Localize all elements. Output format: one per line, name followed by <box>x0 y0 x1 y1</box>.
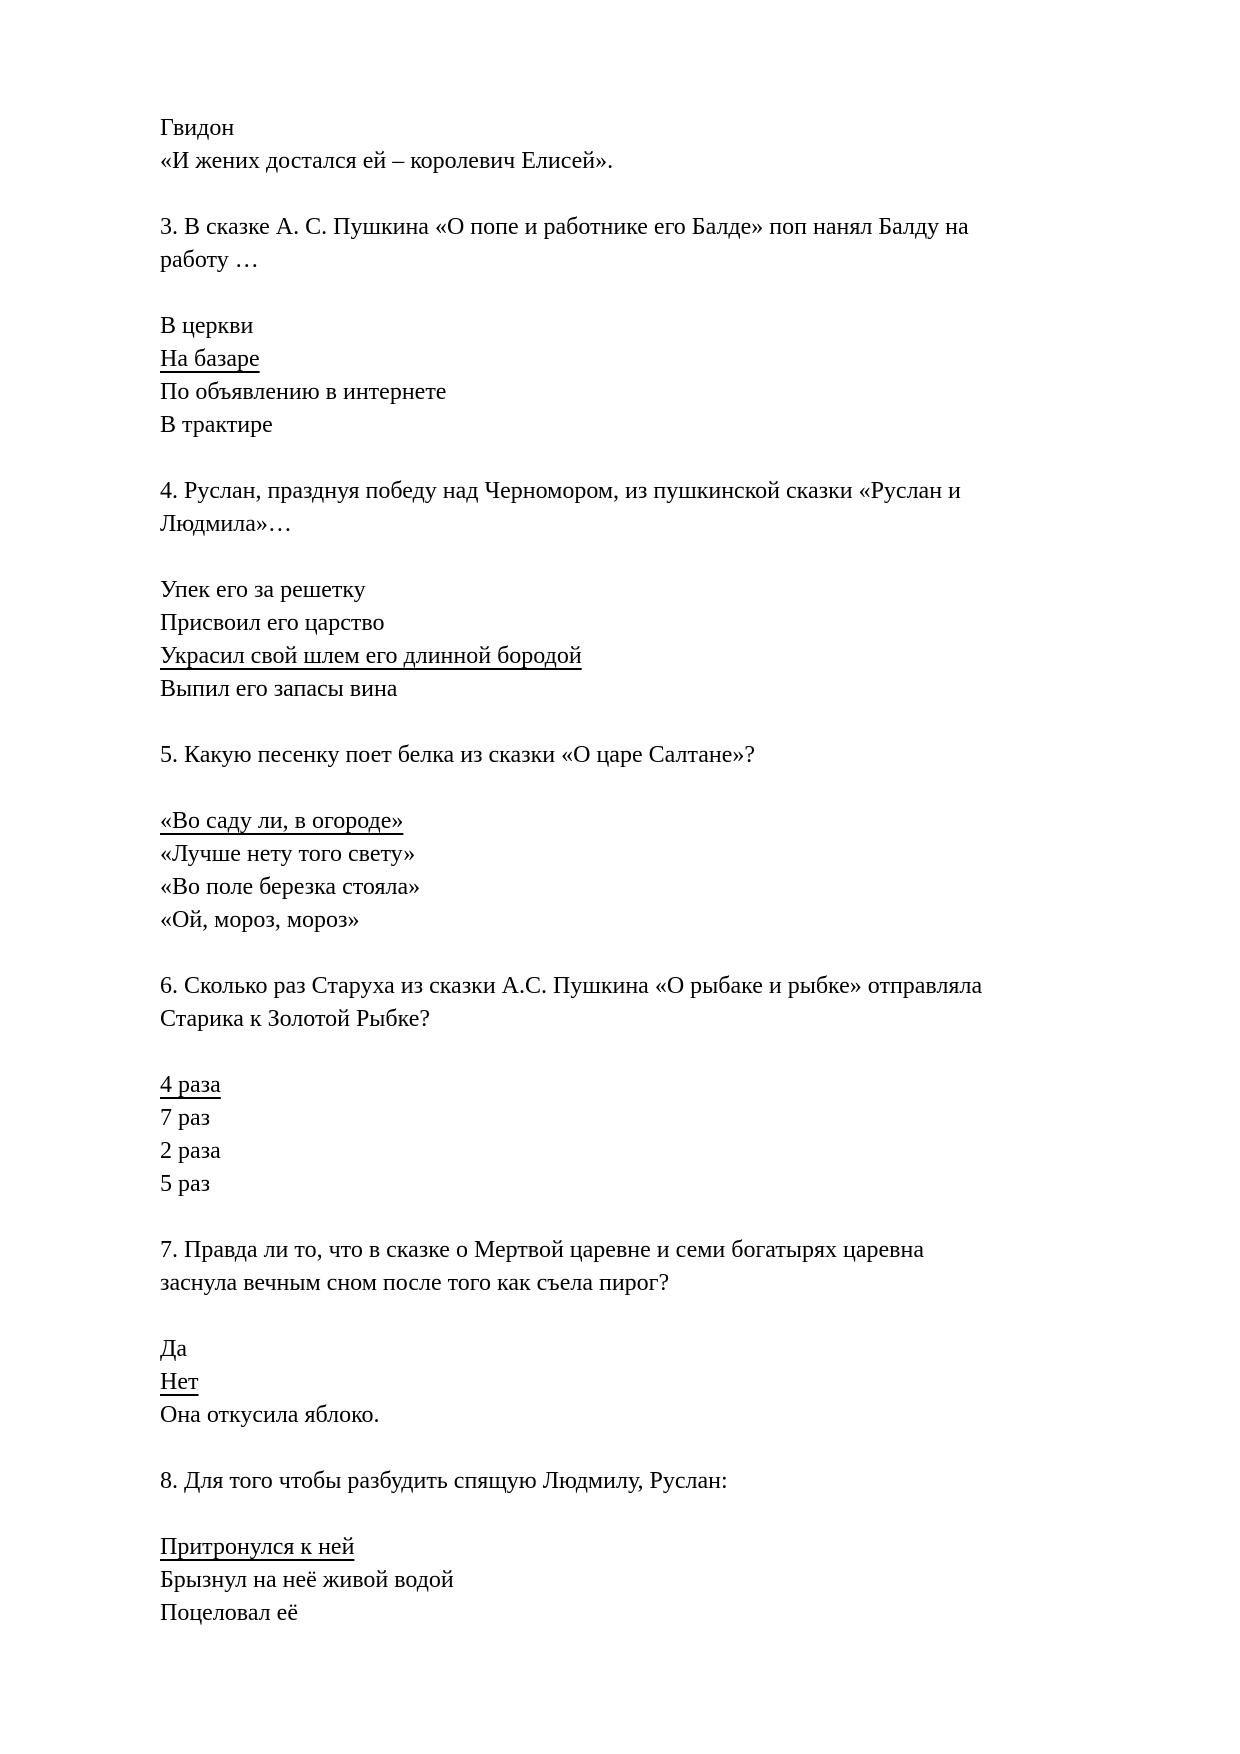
question-3-text <box>160 211 1110 277</box>
answer-option: «Ой, мороз, мороз» <box>160 907 360 933</box>
question-text-line: 5. Какую песенку поет белка из сказки «О царе Салтане»? <box>160 742 756 768</box>
answer-option-correct: Украсил свой шлем его длинной бородой <box>160 643 582 669</box>
answer-option-correct: «Во саду ли, в огороде» <box>160 808 404 834</box>
question-6-answers <box>160 1069 1110 1201</box>
answer-option: Брызнул на неё живой водой <box>160 1567 454 1593</box>
answer-option: Она откусила яблоко. <box>160 1402 380 1428</box>
question-text-line: 3. В сказке А. С. Пушкина «О попе и работнике его Балде» поп нанял Балду на <box>160 214 969 240</box>
question-6-text <box>160 970 1110 1036</box>
question-text-line: работу … <box>160 247 259 273</box>
question-text-line: 7. Правда ли то, что в сказке о Мертвой царевне и семи богатырях царевна <box>160 1237 924 1263</box>
question-text-line: Старика к Золотой Рыбке? <box>160 1006 431 1032</box>
question-8-text <box>160 1465 1110 1498</box>
answer-option-correct: 4 раза <box>160 1072 221 1098</box>
answer-option: 5 раз <box>160 1171 211 1197</box>
question-5-text <box>160 739 1110 772</box>
answer-option: Упек его за решетку <box>160 577 366 603</box>
question-5-answers <box>160 805 1110 937</box>
answer-option: В трактире <box>160 412 273 438</box>
question-2-remnant-answers <box>160 112 1110 178</box>
question-4-answers <box>160 574 1110 706</box>
question-text-line: 8. Для того чтобы разбудить спящую Людмилу, Руслан: <box>160 1468 728 1494</box>
question-text-line: 4. Руслан, празднуя победу над Черномором, из пушкинской сказки «Руслан и <box>160 478 961 504</box>
answer-option-correct: Нет <box>160 1369 199 1395</box>
answer-option: «Лучше нету того свету» <box>160 841 416 867</box>
answer-option-correct: Притронулся к ней <box>160 1534 355 1560</box>
answer-option: Поцеловал её <box>160 1600 298 1626</box>
answer-option-correct: На базаре <box>160 346 260 372</box>
answer-option: «И жених достался ей – королевич Елисей». <box>160 148 614 174</box>
question-7-answers <box>160 1333 1110 1432</box>
answer-option: Присвоил его царство <box>160 610 385 636</box>
question-text-line: 6. Сколько раз Старуха из сказки А.С. Пушкина «О рыбаке и рыбке» отправляла <box>160 973 983 999</box>
answer-option: Гвидон <box>160 115 235 141</box>
question-text-line: заснула вечным сном после того как съела пирог? <box>160 1270 670 1296</box>
question-3-answers <box>160 310 1110 442</box>
question-4-text <box>160 475 1110 541</box>
answer-option: 2 раза <box>160 1138 221 1164</box>
answer-option: По объявлению в интернете <box>160 379 447 405</box>
answer-option: Выпил его запасы вина <box>160 676 398 702</box>
question-7-text <box>160 1234 1110 1300</box>
question-8-answers <box>160 1531 1110 1630</box>
answer-option: «Во поле березка стояла» <box>160 874 421 900</box>
answer-option: В церкви <box>160 313 254 339</box>
answer-option: 7 раз <box>160 1105 211 1131</box>
answer-option: Да <box>160 1336 188 1362</box>
question-text-line: Людмила»… <box>160 511 292 537</box>
